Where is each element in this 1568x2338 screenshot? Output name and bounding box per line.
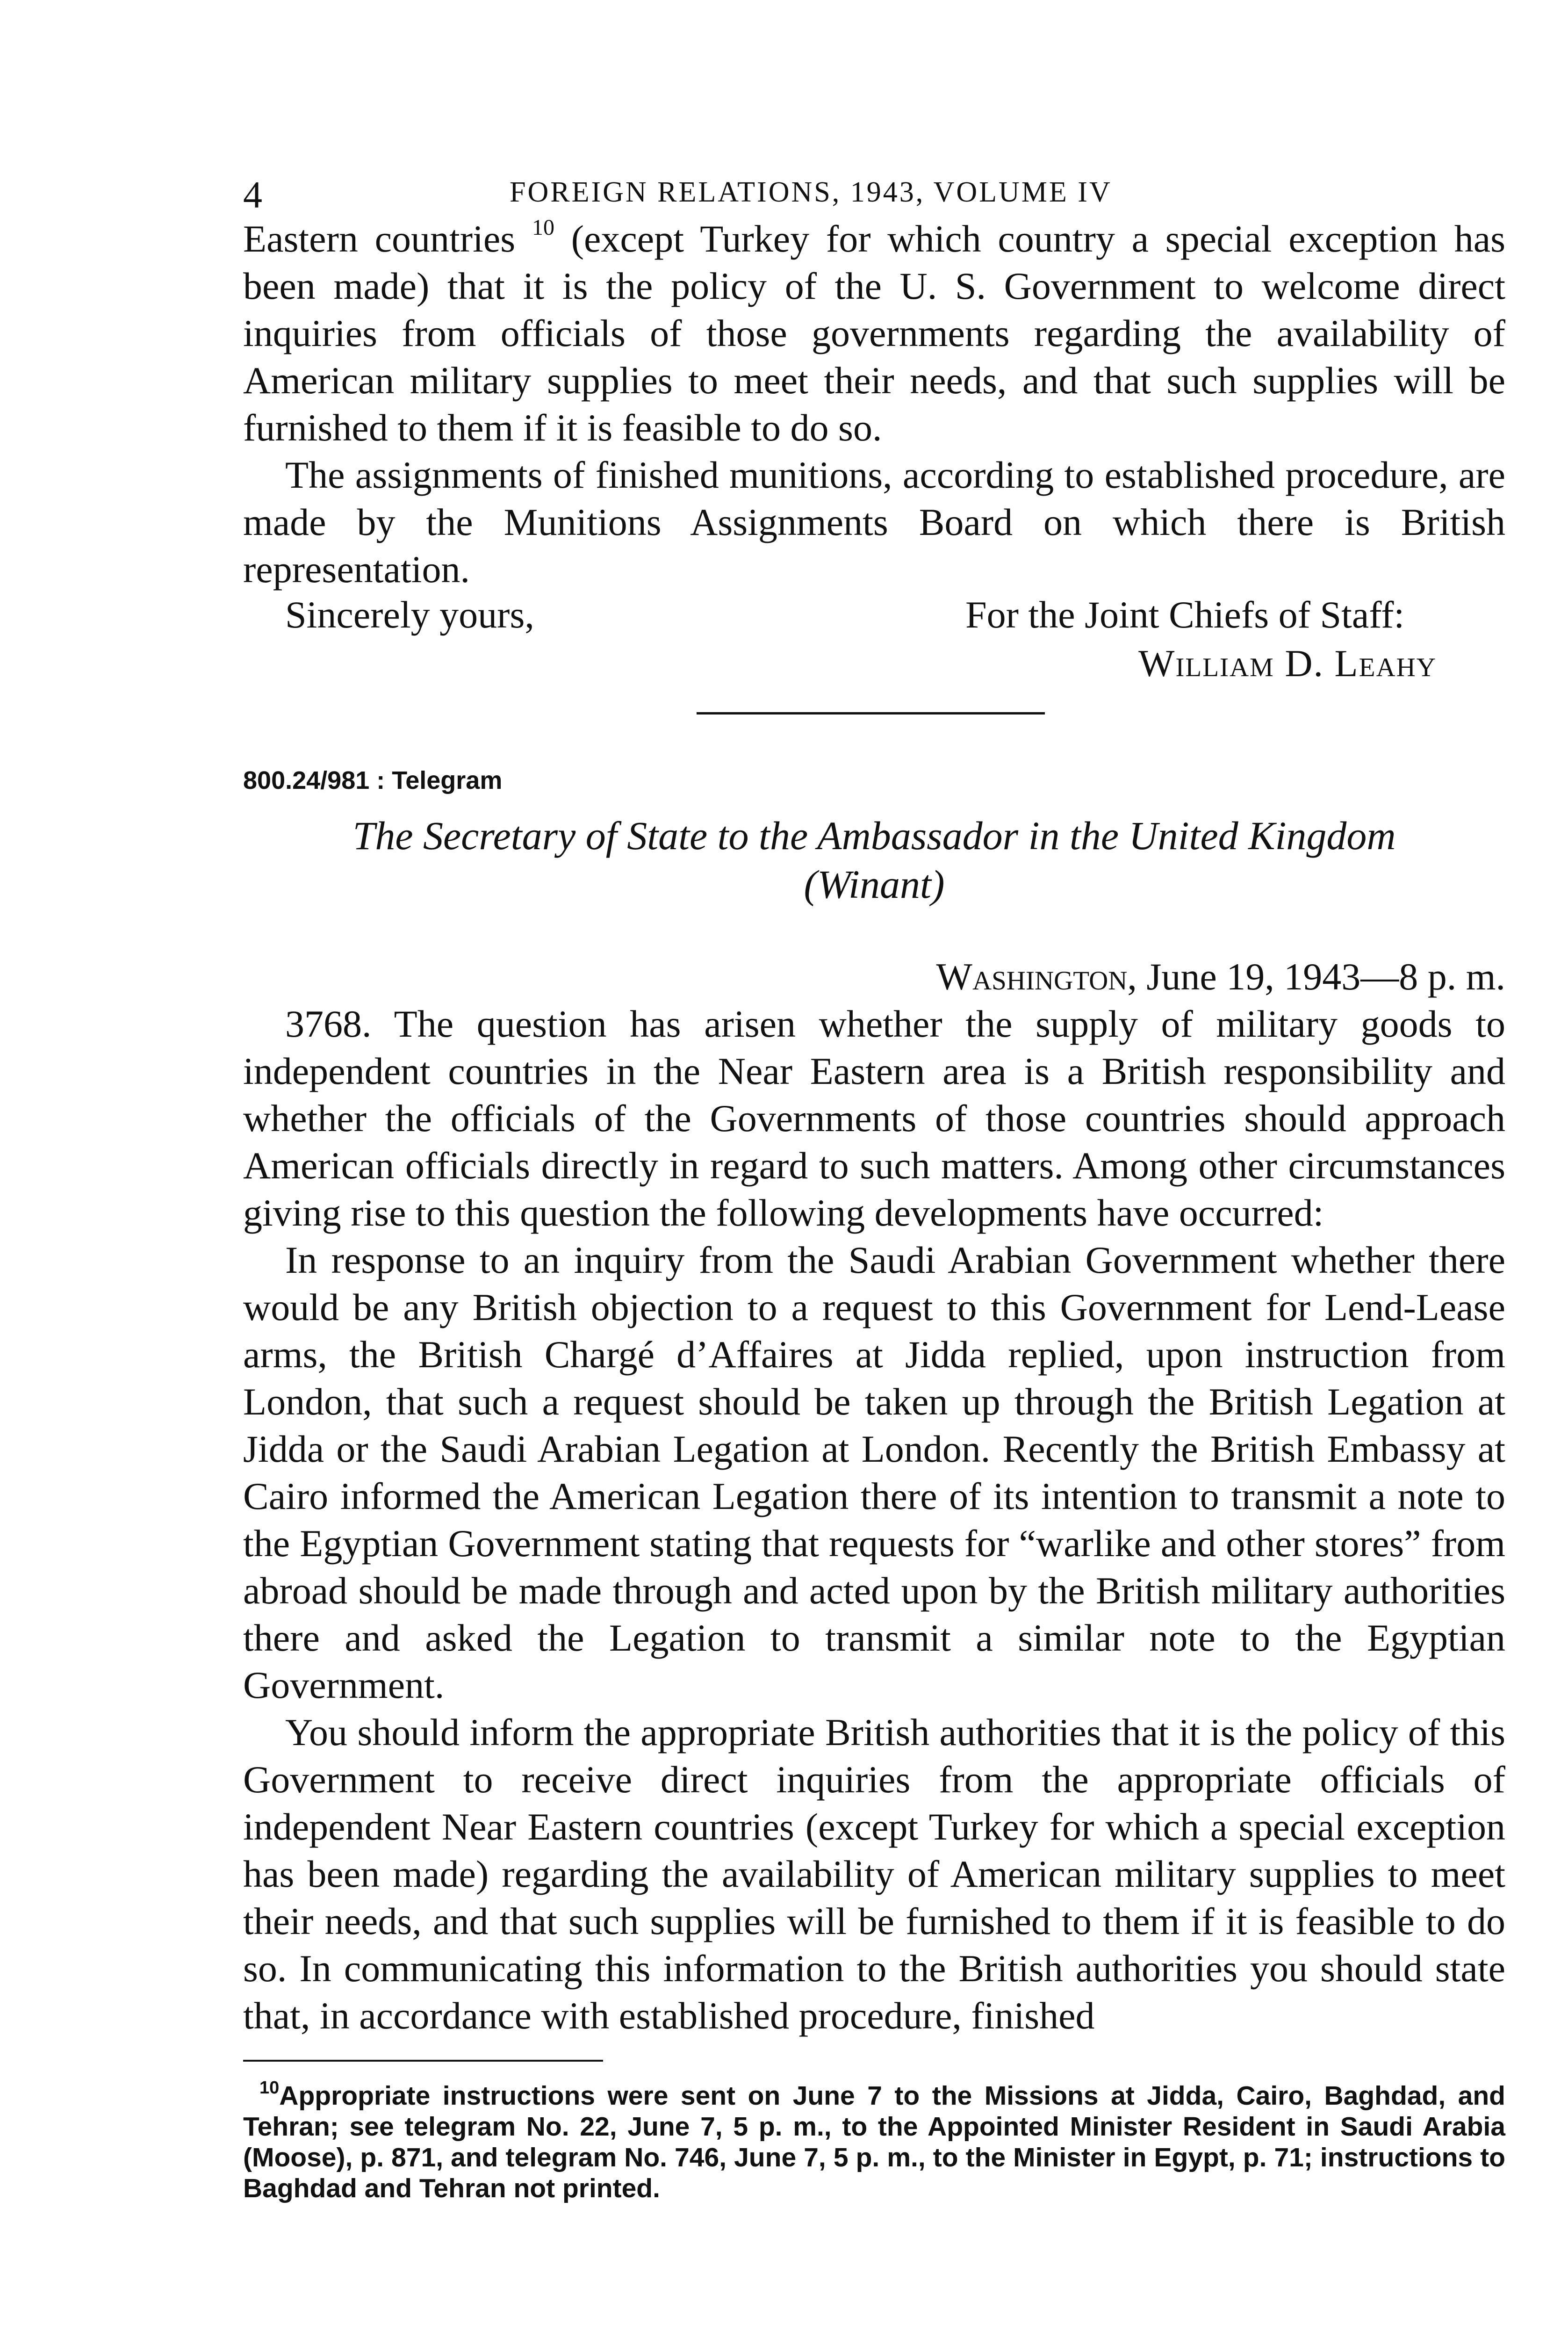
document-title-line-2: (Winant) (804, 862, 945, 907)
telegram-paragraph-3: You should inform the appropriate British authorities that it is the policy of this Government to receive direct inquiries from the appropriate officials of independent Near Eastern countries (except Turkey for which a special exception has been made) regarding the availability of American military supplies to meet their needs, and that such supplies will be furnished to them if it is feasible to do so. In communicating this information to the British authorities you should state that, in accordance with established procedure, finished (243, 1711, 1505, 2037)
footnote-body (243, 2080, 1505, 2204)
running-head (243, 173, 1505, 215)
telegram-body (243, 1000, 1505, 2039)
letter-body (243, 215, 1505, 593)
file-reference: 800.24/981 : Telegram (243, 766, 503, 794)
footnote-divider (243, 2060, 603, 2062)
page-number: 4 (243, 173, 262, 216)
section-divider (697, 712, 1045, 714)
letter-paragraph-1 (243, 215, 1505, 451)
dateline-place: Washington (936, 955, 1128, 998)
page (243, 173, 1505, 2204)
dateline-date: , June 19, 1943—8 p. m. (1127, 955, 1505, 998)
footnote-text: Appropriate instructions were sent on June 7 to the Missions at Jidda, Cairo, Baghdad, and Tehran; see telegram No. 22, June 7, 5 p. m., to the Appointed Minister Resident in Saudi Arabia (Moose), p. 871, and telegram No. 746, June 7, 5 p. m., to the Minister in Egypt, p. 71; instructions to Baghdad and Tehran not printed. (243, 2081, 1505, 2203)
telegram-paragraph-1: 3768. The question has arisen whether the supply of military goods to independent countries in the Near Eastern area is a British responsibility and whether the officials of the Governments of those countries should approach American officials directly in regard to such matters. Among other circumstances giving rise to this question the following developments have occurred: (243, 1003, 1505, 1234)
dateline (243, 953, 1505, 1000)
letter-paragraph-1-start: Eastern countries (243, 217, 532, 260)
footnote-number: 10 (259, 2078, 280, 2098)
document-title (243, 811, 1505, 909)
closing-salutation: Sincerely yours, (285, 593, 534, 636)
running-head-title: FOREIGN RELATIONS, 1943, VOLUME IV (510, 176, 1112, 208)
telegram-paragraph-2: In response to an inquiry from the Saudi Arabian Government whether there would be any British objection to a request to this Government for Lend-Lease arms, the British Chargé d’Affaires at Jidda replied, upon instruction from London, that such a request should be taken up through the British Legation at Jidda or the Saudi Arabian Legation at London. Recently the British Embassy at Cairo informed the American Legation there of its intention to transmit a note to the Egyptian Government stating that requests for “warlike and other stores” from abroad should be made through and acted upon by the British military authorities there and asked the Legation to transmit a similar note to the Egyptian Government. (243, 1239, 1505, 1706)
document-title-line-1: The Secretary of State to the Ambassador in the United Kingdom (352, 813, 1396, 858)
letter-paragraph-1-rest: (except Turkey for which country a special exception has been made) that it is the policy of the U. S. Government to welcome direct inquiries from officials of those governments regarding the availability of American military supplies to meet their needs, and that such supplies will be furnished to them if it is feasible to do so. (243, 217, 1506, 449)
footnote (243, 2080, 1505, 2204)
letter-closing (243, 593, 1505, 693)
for-line: For the Joint Chiefs of Staff: (965, 593, 1405, 636)
footnote-reference[interactable]: 10 (532, 215, 554, 240)
letter-paragraph-2: The assignments of finished munitions, according to established procedure, are made by the Munitions Assignments Board on which there is British representation. (243, 454, 1505, 591)
signature: William D. Leahy (1138, 642, 1437, 685)
